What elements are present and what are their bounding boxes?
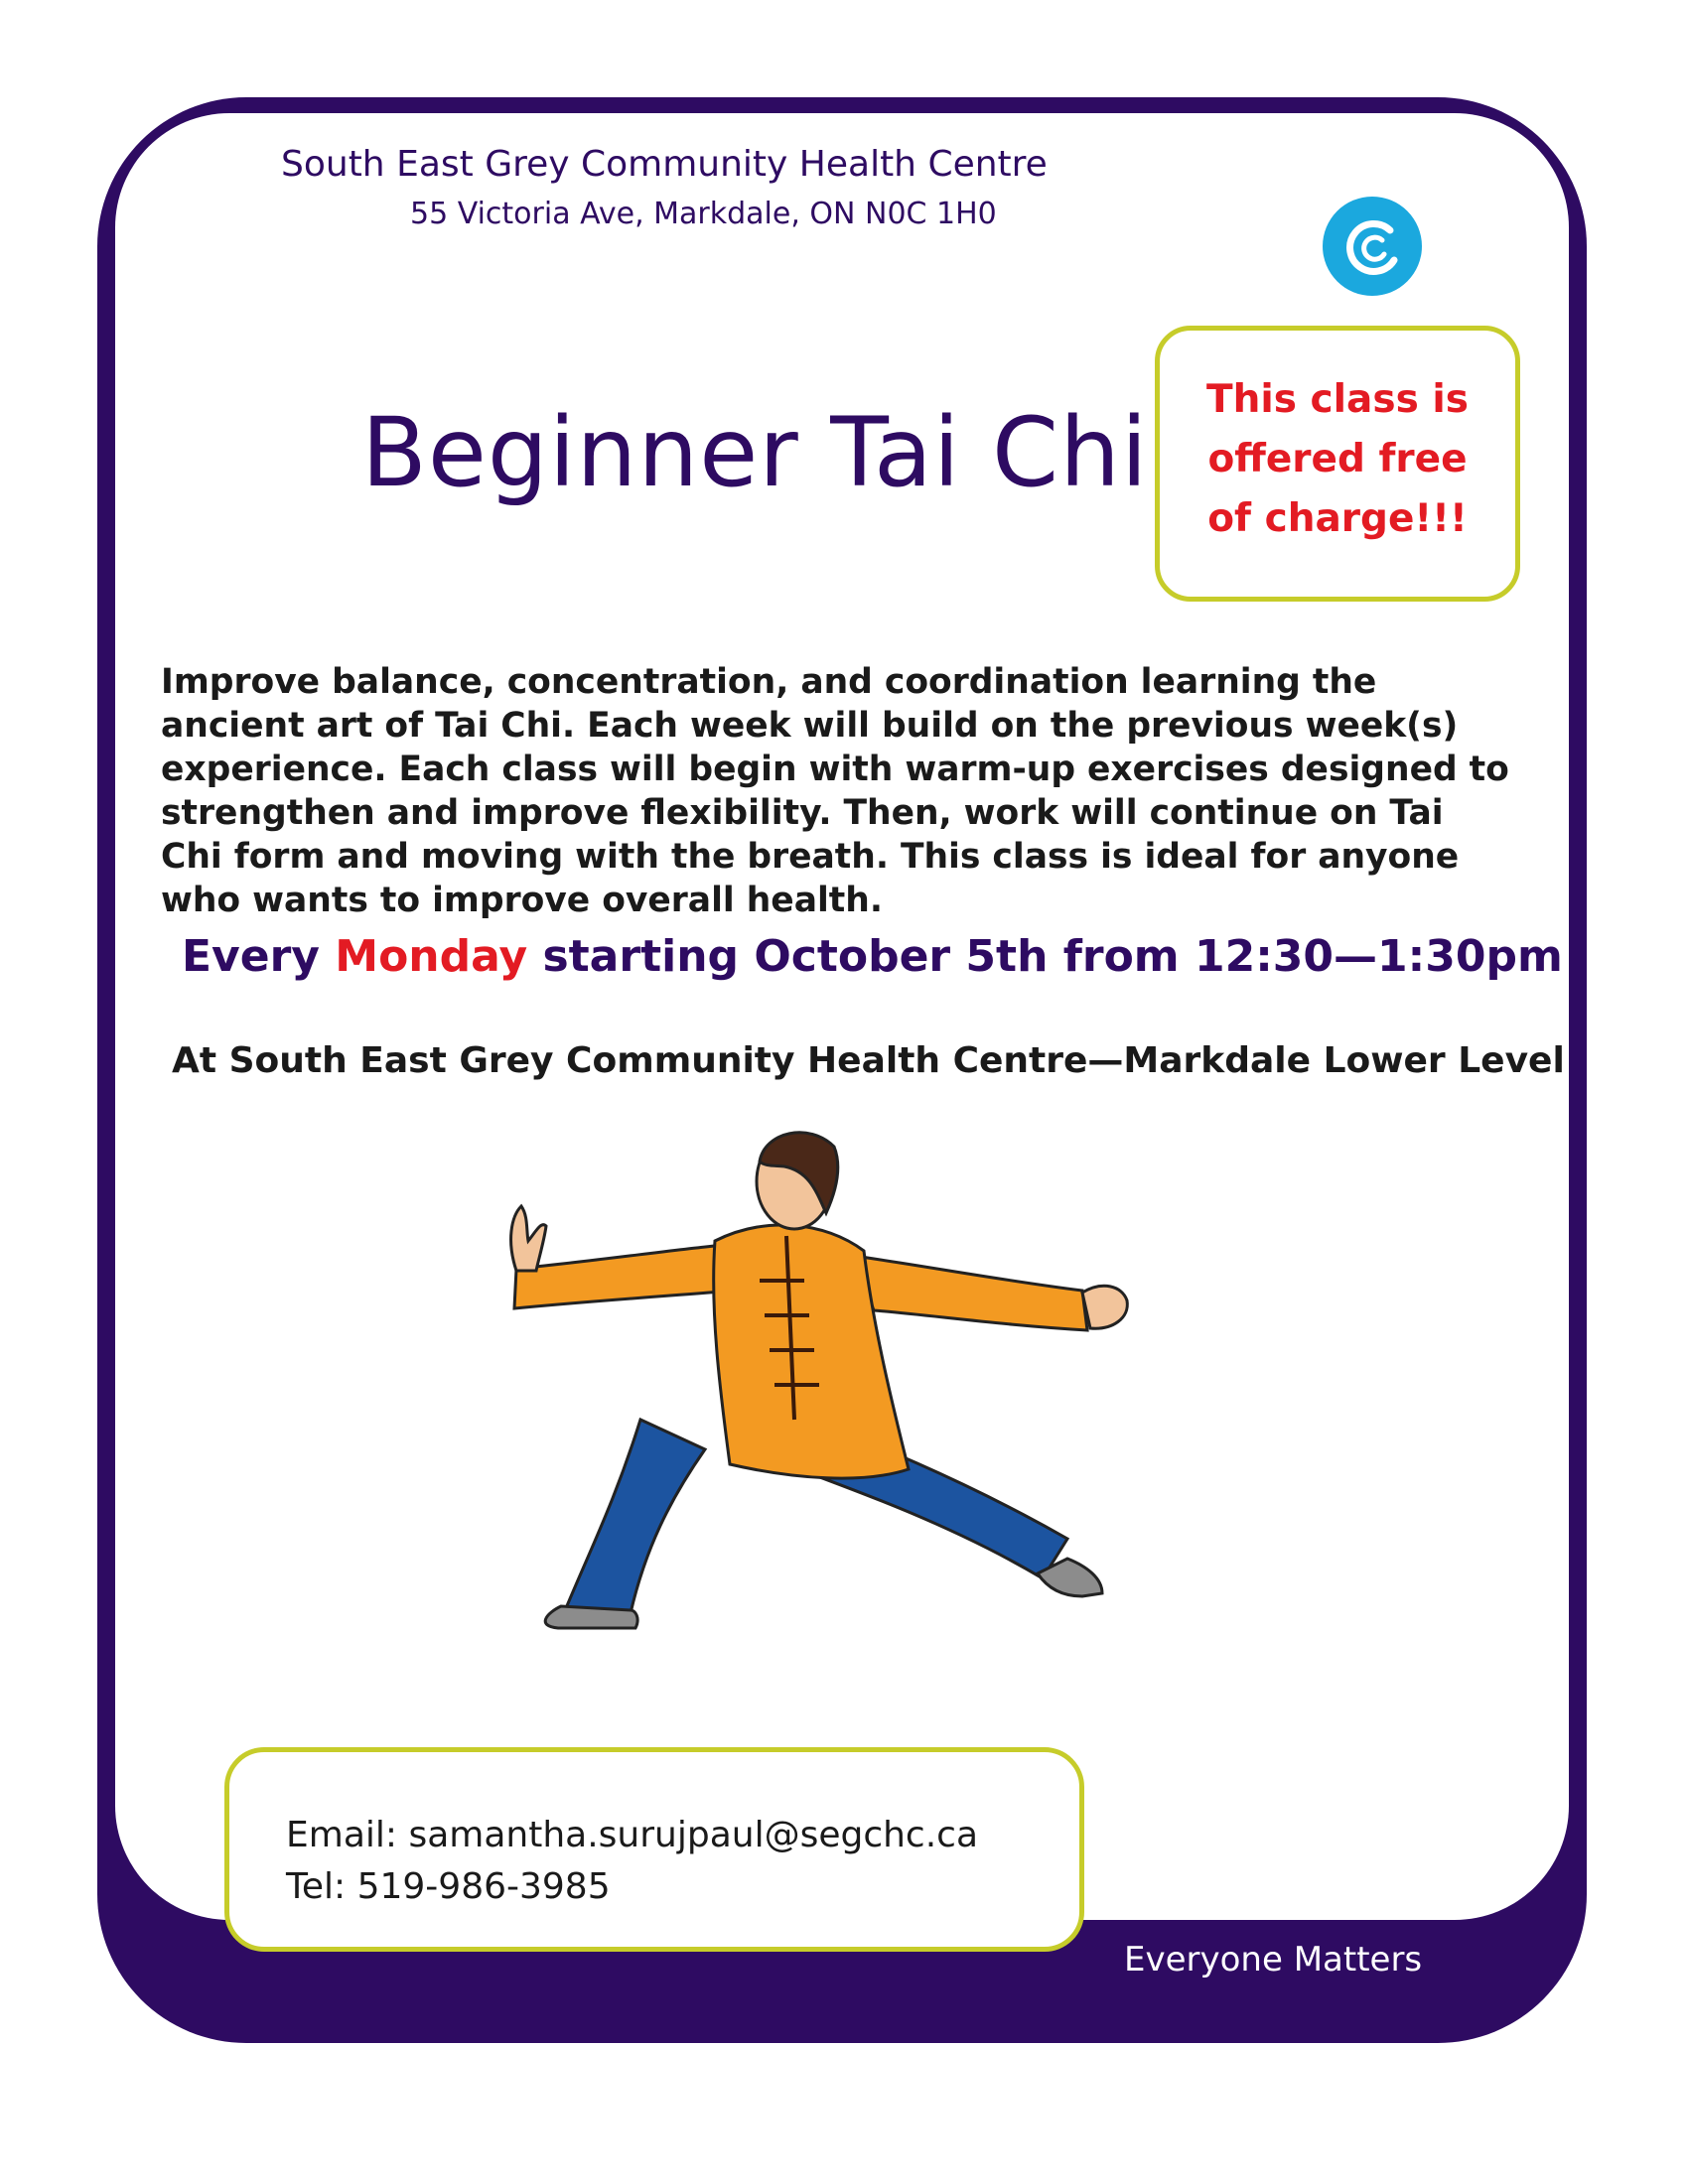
logo-icon bbox=[1321, 195, 1424, 298]
organization-name: South East Grey Community Health Centre bbox=[281, 144, 1048, 185]
page-title: Beginner Tai Chi bbox=[361, 397, 1149, 508]
organization-address: 55 Victoria Ave, Markdale, ON N0C 1H0 bbox=[410, 197, 997, 231]
contact-box bbox=[224, 1747, 1084, 1952]
free-callout-text: This class is offered free of charge!!! bbox=[1206, 377, 1469, 541]
schedule-prefix: Every bbox=[182, 931, 336, 982]
class-description: Improve balance, concentration, and coordination learning the ancient art of Tai Chi. Each week will build on the previous week(s) experience. Each class will begin with warm-up exercises designed to strengthen and improve flexibility. Then, work will continue on Tai Chi form and moving with the breath. This class is ideal for anyone who wants to improve overall health. bbox=[161, 662, 1509, 920]
schedule-suffix: starting October 5th from 12:30—1:30pm bbox=[527, 931, 1563, 982]
footer-tagline: Everyone Matters bbox=[1124, 1940, 1423, 1979]
schedule-line bbox=[182, 931, 1563, 982]
contact-email[interactable]: Email: samantha.surujpaul@segchc.ca bbox=[286, 1815, 979, 1855]
location-line: At South East Grey Community Health Centre—Markdale Lower Level bbox=[172, 1040, 1565, 1081]
schedule-day: Monday bbox=[335, 931, 528, 982]
left-leg bbox=[566, 1420, 705, 1613]
left-arm bbox=[514, 1246, 735, 1308]
right-hand bbox=[1082, 1286, 1127, 1328]
contact-phone[interactable]: Tel: 519-986-3985 bbox=[286, 1866, 611, 1907]
tai-chi-figure-illustration bbox=[467, 1122, 1261, 1648]
left-hand bbox=[511, 1206, 546, 1271]
right-arm bbox=[854, 1256, 1087, 1330]
free-callout-box bbox=[1155, 326, 1520, 602]
left-shoe bbox=[545, 1606, 637, 1628]
